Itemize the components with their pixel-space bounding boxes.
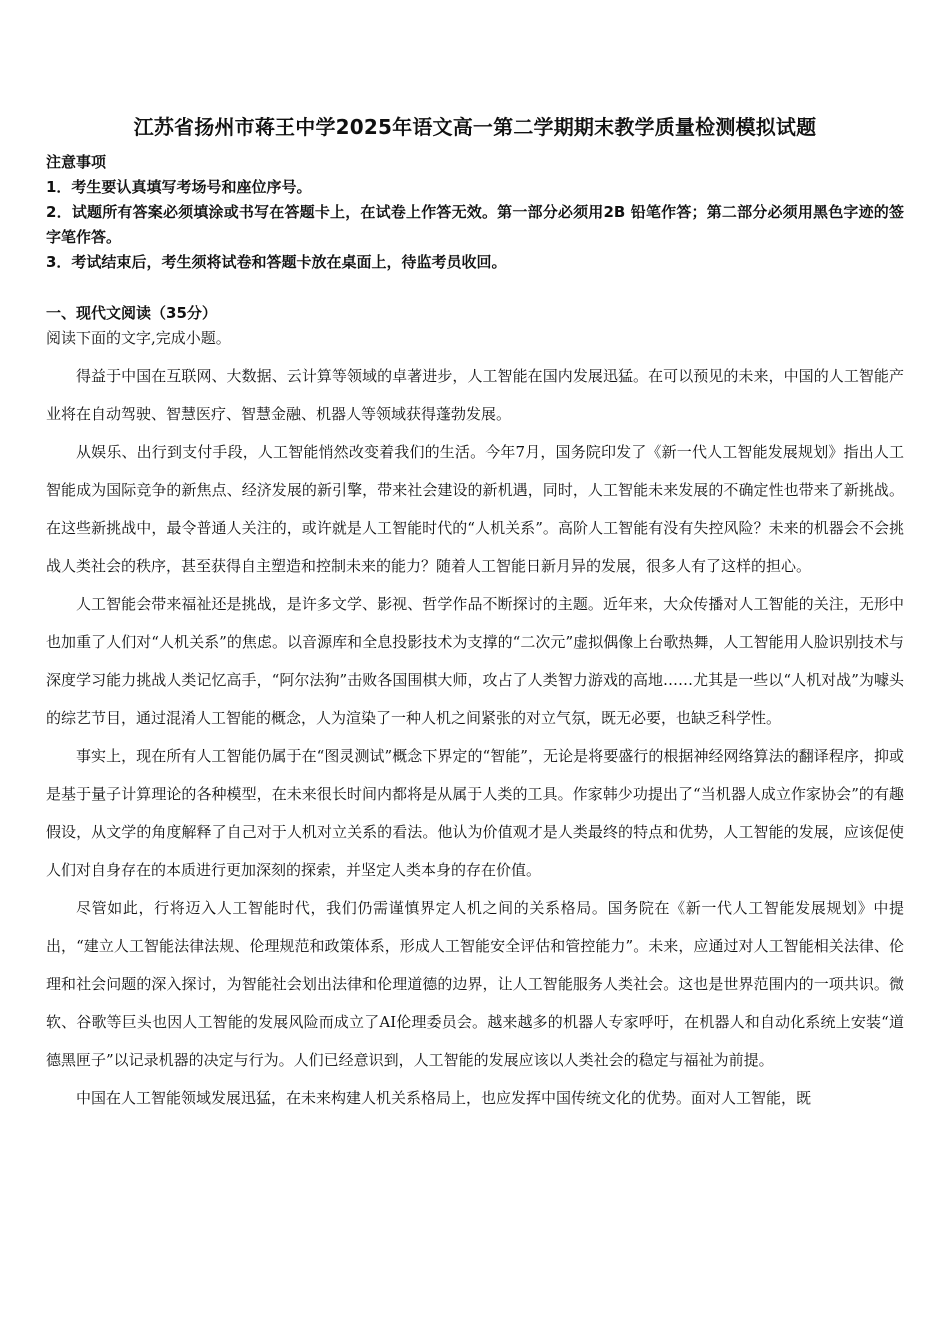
passage-paragraph-1: 得益于中国在互联网、大数据、云计算等领域的卓著进步，人工智能在国内发展迅猛。在可以预见的未来，中国的人工智能产业将在自动驾驶、智慧医疗、智慧金融、机器人等领域获得蓬勃发展。 [46,367,904,423]
passage-paragraph-3: 人工智能会带来福祉还是挑战，是许多文学、影视、哲学作品不断探讨的主题。近年来，大众传播对人工智能的关注，无形中也加重了人们对“人机关系”的焦虑。以音源库和全息投影技术为支撑的“二次元”虚拟偶像上台歌热舞，人工智能用人脸识别技术与深度学习能力挑战人类记忆高手，“阿尔法狗”击败各国围棋大师，攻占了人类智力游戏的高地……尤其是一些以“人机对战”为噱头的综艺节目，通过混淆人工智能的概念，人为渲染了一种人机之间紧张的对立气氛，既无必要，也缺乏科学性。 [46,595,904,727]
passage-paragraph-6: 中国在人工智能领域发展迅猛，在未来构建人机关系格局上，也应发挥中国传统文化的优势。面对人工智能，既 [76,1089,812,1107]
notice-item-1: 1．考生要认真填写考场号和座位序号。 [46,178,312,196]
notice-item-2: 2．试题所有答案必须填涂或书写在答题卡上，在试卷上作答无效。第一部分必须用2B 铅笔作答；第二部分必须用黑色字迹的签字笔作答。 [46,203,904,246]
exam-title: 江苏省扬州市蒋王中学2025年语文高一第二学期期末教学质量检测模拟试题 [133,115,817,139]
passage-paragraph-2: 从娱乐、出行到支付手段，人工智能悄然改变着我们的生活。今年7月，国务院印发了《新一代人工智能发展规划》指出人工智能成为国际竞争的新焦点、经济发展的新引擎，带来社会建设的新机遇，同时，人工智能未来发展的不确定性也带来了新挑战。在这些新挑战中，最令普通人关注的，或许就是人工智能时代的“人机关系”。高阶人工智能有没有失控风险？未来的机器会不会挑战人类社会的秩序，甚至获得自主塑造和控制未来的能力？随着人工智能日新月异的发展，很多人有了这样的担心。 [46,443,904,575]
exam-page [46,110,904,1117]
notice-item-3: 3．考试结束后，考生须将试卷和答题卡放在桌面上，待监考员收回。 [46,253,507,271]
passage-paragraph-4: 事实上，现在所有人工智能仍属于在“图灵测试”概念下界定的“智能”，无论是将要盛行的根据神经网络算法的翻译程序，抑或是基于量子计算理论的各种模型，在未来很长时间内都将是从属于人类的工具。作家韩少功提出了“当机器人成立作家协会”的有趣假设，从文学的角度解释了自己对于人机对立关系的看法。他认为价值观才是人类最终的特点和优势，人工智能的发展，应该促使人们对自身存在的本质进行更加深刻的探索，并坚定人类本身的存在价值。 [46,747,904,879]
section-instruction: 阅读下面的文字,完成小题。 [46,329,231,347]
notice-heading: 注意事项 [46,153,107,171]
section-heading: 一、现代文阅读（35分） [46,304,217,322]
notice-block [46,150,904,275]
passage-paragraph-5: 尽管如此，行将迈入人工智能时代，我们仍需谨慎界定人机之间的关系格局。国务院在《新一代人工智能发展规划》中提出，“建立人工智能法律法规、伦理规范和政策体系，形成人工智能安全评估和管控能力”。未来，应通过对人工智能相关法律、伦理和社会问题的深入探讨，为智能社会划出法律和伦理道德的边界，让人工智能服务人类社会。这也是世界范围内的一项共识。微软、谷歌等巨头也因人工智能的发展风险而成立了AI伦理委员会。越来越多的机器人专家呼吁，在机器人和自动化系统上安装“道德黑匣子”以记录机器的决定与行为。人们已经意识到，人工智能的发展应该以人类社会的稳定与福祉为前提。 [46,899,904,1069]
reading-section [46,301,904,1117]
